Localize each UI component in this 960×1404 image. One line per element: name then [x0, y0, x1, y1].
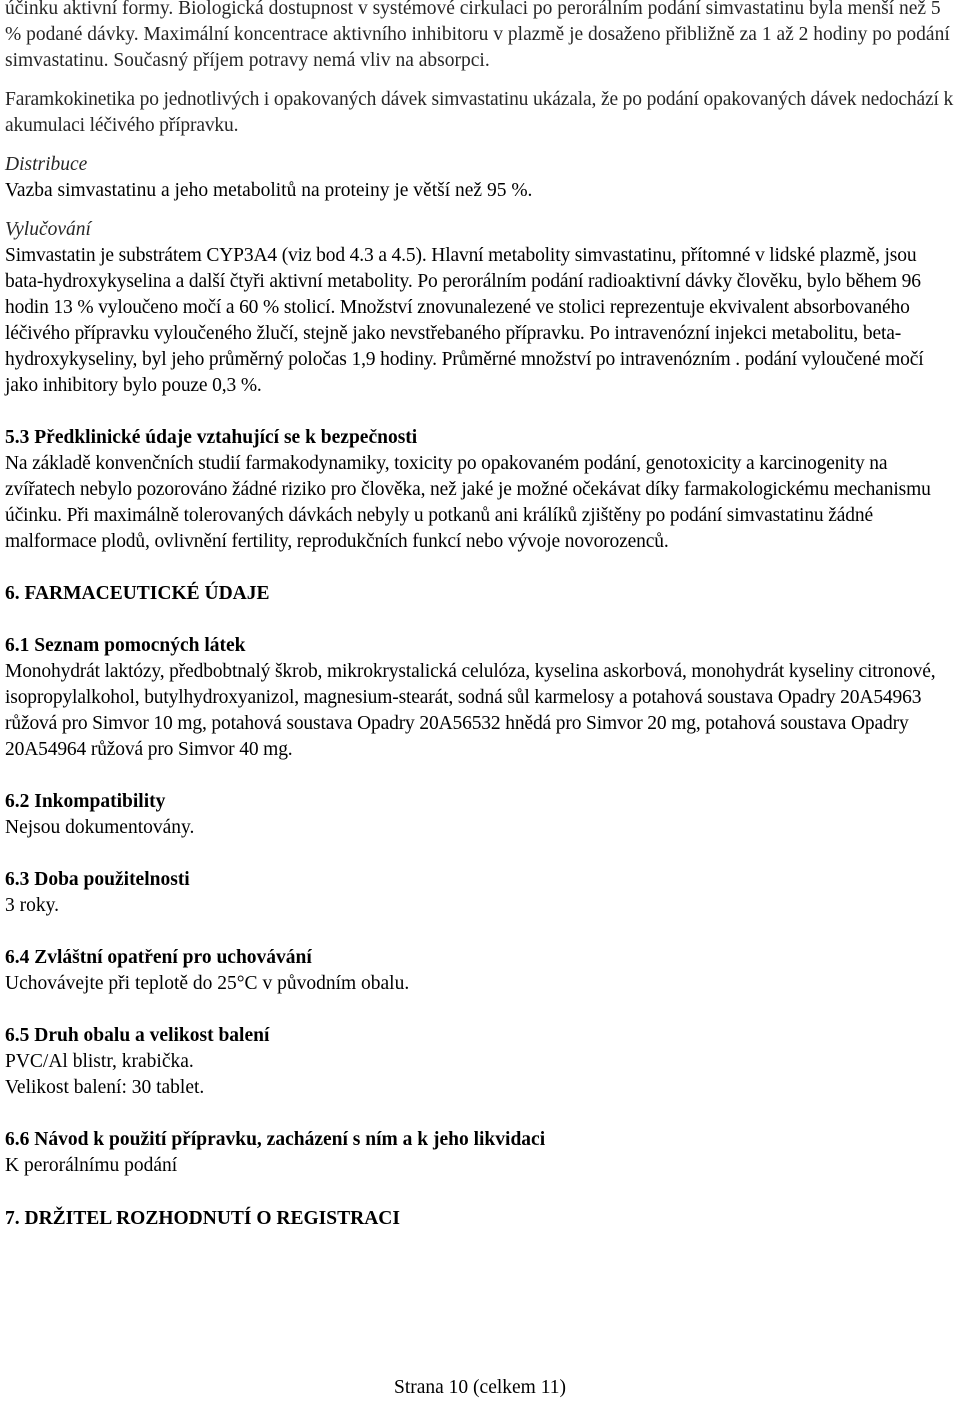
distribution-heading: Distribuce	[5, 154, 88, 175]
section-6-4-text: Uchovávejte při teplotě do 25°C v původním obalu.	[5, 973, 410, 994]
section-6-1-text: Monohydrát laktózy, předbobtnalý škrob, mikrokrystalická celulóza, kyselina askorbová, monohydrát kyseliny citronové, isopropylalkohol, butylhydroxyanizol, magnesium-stearát, sodná sůl karmelosy a potahová soustava Opadry 20A54963 růžová pro Simvor 10 mg, potahová soustava Opadry 20A56532 hnědá pro Simvor 20 mg, potahová soustava Opadry 20A54964 růžová pro Simvor 40 mg.	[5, 661, 936, 760]
elimination-heading: Vylučování	[5, 219, 91, 240]
section-6-4-heading: 6.4 Zvláštní opatření pro uchovávání	[5, 947, 312, 968]
section-6-5-package-size: Velikost balení: 30 tablet.	[5, 1077, 205, 1098]
elimination-text: Simvastatin je substrátem CYP3A4 (viz bod 4.3 a 4.5). Hlavní metabolity simvastatinu, přítomné v lidské plazmě, jsou bata-hydroxykyselina a další čtyři aktivní metabolity. Po perorálním podání radioaktivní dávky člověku, bylo během 96 hodin 13 % vyloučeno močí a 60 % stolicí. Množství znovunalezené ve stolici reprezentuje ekvivalent absorbovaného léčivého přípravku vyloučeného žlučí, stejně jako nevstřebaného přípravku. Po intravenózní injekci metabolitu, beta-hydroxykyseliny, byl jeho průměrný poločas 1,9 hodiny. Průměrné množství po intravenózním . podání vyloučené močí jako inhibitory bylo pouze 0,3 %.	[5, 245, 924, 396]
pharmacokinetics-absorption-paragraph: účinku aktivní formy. Biologická dostupnost v systémové cirkulaci po perorálním podání simvastatinu byla menší než 5 % podané dávky. Maximální koncentrace aktivního inhibitoru v plazmě je dosaženo přibližně za 1 až 2 hodiny po podání simvastatinu. Současný příjem potravy nemá vliv na absorpci.	[5, 0, 950, 71]
section-5-3-heading: 5.3 Předklinické údaje vztahující se k bezpečnosti	[5, 427, 418, 448]
section-6-6-text: K perorálnímu podání	[5, 1155, 178, 1176]
section-6-2-heading: 6.2 Inkompatibility	[5, 791, 166, 812]
section-6-5-heading: 6.5 Druh obalu a velikost balení	[5, 1025, 270, 1046]
section-6-1-heading: 6.1 Seznam pomocných látek	[5, 635, 246, 656]
document-page	[5, 0, 957, 1232]
section-6-6-heading: 6.6 Návod k použití přípravku, zacházení s ním a k jeho likvidaci	[5, 1129, 546, 1150]
section-6-3-heading: 6.3 Doba použitelnosti	[5, 869, 190, 890]
section-6-3-text: 3 roky.	[5, 895, 59, 916]
section-6-5-package-type: PVC/Al blistr, krabička.	[5, 1051, 194, 1072]
section-6-heading: 6. FARMACEUTICKÉ ÚDAJE	[5, 583, 270, 604]
section-5-3-text: Na základě konvenčních studií farmakodynamiky, toxicity po opakovaném podání, genotoxicity a karcinogenity na zvířatech nebylo pozorováno žádné riziko pro člověka, než jaké je možné očekávat díky farmakologickému mechanismu účinku. Při maximálně tolerovaných dávkách nebyly u potkanů ani králíků zjištěny po podání simvastatinu žádné malformace plodů, ovlivnění fertility, reprodukčních funkcí nebo vývoje novorozenců.	[5, 453, 931, 552]
section-7-heading: 7. DRŽITEL ROZHODNUTÍ O REGISTRACI	[5, 1208, 400, 1229]
page-number: Strana 10 (celkem 11)	[393, 1377, 566, 1398]
pharmacokinetics-repeat-dose-paragraph: Faramkokinetika po jednotlivých i opakovaných dávek simvastatinu ukázala, že po podání opakovaných dávek nedochází k akumulaci léčivého přípravku.	[5, 89, 954, 136]
distribution-text: Vazba simvastatinu a jeho metabolitů na proteiny je větší než 95 %.	[5, 180, 533, 201]
section-6-2-text: Nejsou dokumentovány.	[5, 817, 195, 838]
